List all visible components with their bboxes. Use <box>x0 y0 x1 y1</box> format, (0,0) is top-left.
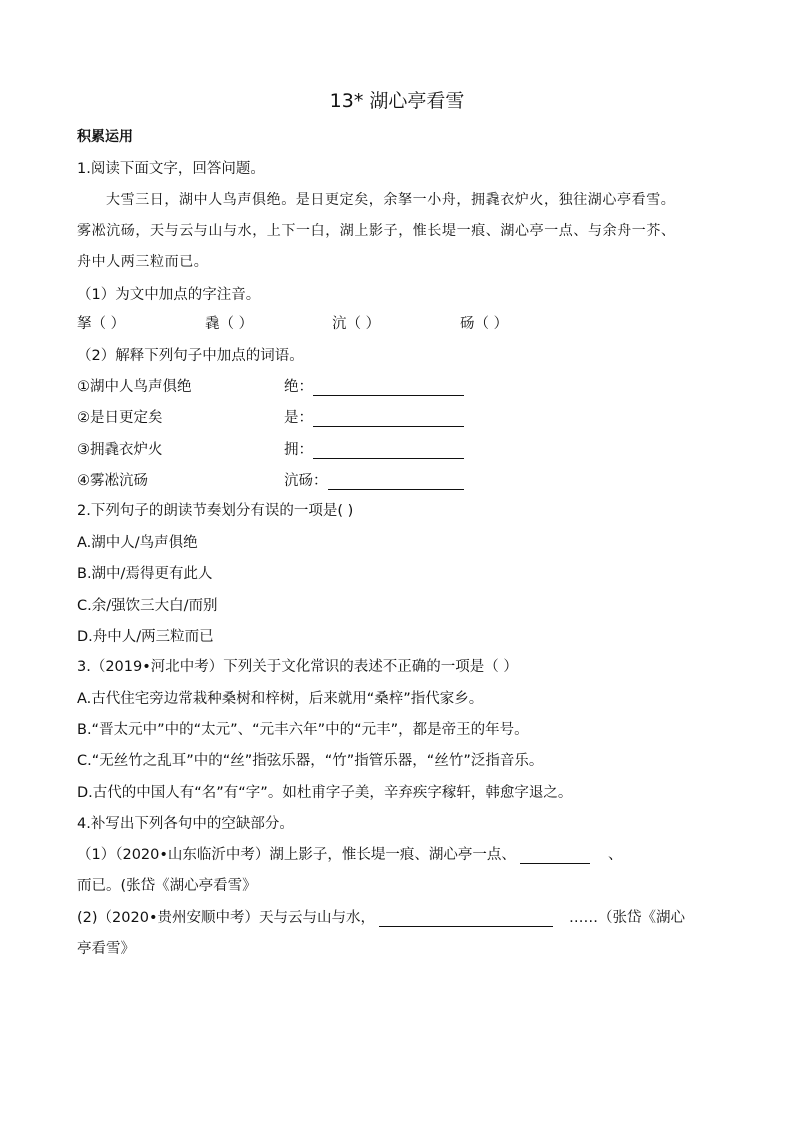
fill-blank[interactable] <box>520 847 590 864</box>
q4-item-1-prefix: （1）（2020•山东临沂中考）湖上影子，惟长堤一痕、湖心亭一点、 <box>77 847 516 863</box>
page-title: 13* 湖心亭看雪 <box>329 90 465 112</box>
explain-word-2-label: 是： <box>284 410 313 426</box>
pinyin-item-4: 砀（ ） <box>460 316 509 332</box>
q3-stem: 3.（2019•河北中考）下列关于文化常识的表述不正确的一项是（ ） <box>77 659 518 675</box>
q2-option-d[interactable]: D.舟中人/两三粒而已 <box>77 629 214 645</box>
q4-item-2 <box>77 906 685 927</box>
q3-option-a[interactable]: A.古代住宅旁边常栽种桑树和梓树，后来就用“桑梓”指代家乡。 <box>77 691 484 707</box>
answer-blank[interactable] <box>328 473 464 490</box>
q4-item-1 <box>77 843 622 864</box>
passage-line-2: 雾凇沆砀，天与云与山与水，上下一白，湖上影子，惟长堤一痕、湖心亭一点、与余舟一芥、 <box>77 223 676 239</box>
explain-word-4-label: 沆砀： <box>284 473 328 489</box>
explain-sentence-3: ③拥毳衣炉火 <box>77 442 163 458</box>
pinyin-item-2: 毳（ ） <box>205 316 254 332</box>
answer-blank[interactable] <box>313 410 464 427</box>
q4-item-1-line2: 而已。(张岱《湖心亭看雪》 <box>77 878 257 894</box>
explain-sentence-2: ②是日更定矣 <box>77 410 163 426</box>
q3-option-c[interactable]: C.“无丝竹之乱耳”中的“丝”指弦乐器，“竹”指管乐器，“丝竹”泛指音乐。 <box>77 753 544 769</box>
explain-word-1 <box>284 375 464 396</box>
q2-option-a[interactable]: A.湖中人/鸟声俱绝 <box>77 535 198 551</box>
pinyin-item-3: 沆（ ） <box>332 316 381 332</box>
explain-word-4 <box>284 469 464 490</box>
passage-line-3: 舟中人两三粒而已。 <box>77 254 209 270</box>
explain-word-3-label: 拥： <box>284 442 313 458</box>
section-heading: 积累运用 <box>77 129 133 145</box>
explain-word-1-label: 绝： <box>284 379 313 395</box>
q4-item-1-suffix: 、 <box>607 847 623 863</box>
q4-item-2-suffix: ……（张岱《湖心 <box>569 910 685 926</box>
explain-word-2 <box>284 406 464 427</box>
q2-option-b[interactable]: B.湖中/焉得更有此人 <box>77 566 213 582</box>
pinyin-item-1: 拏（ ） <box>77 316 126 332</box>
q2-stem: 2.下列句子的朗读节奏划分有误的一项是( ) <box>77 503 354 519</box>
explain-word-3 <box>284 438 464 459</box>
q3-option-b[interactable]: B.“晋太元中”中的“太元”、“元丰六年”中的“元丰”，都是帝王的年号。 <box>77 722 529 738</box>
q4-item-2-line2: 亭看雪》 <box>77 941 135 957</box>
explain-sentence-4: ④雾凇沆砀 <box>77 473 148 489</box>
answer-blank[interactable] <box>313 379 464 396</box>
q1-sub2: （2）解释下列句子中加点的词语。 <box>77 348 304 364</box>
explain-sentence-1: ①湖中人鸟声俱绝 <box>77 379 192 395</box>
q2-option-c[interactable]: C.余/强饮三大白/而别 <box>77 598 218 614</box>
q3-option-d[interactable]: D.古代的中国人有“名”有“字”。如杜甫字子美，辛弃疾字稼轩，韩愈字退之。 <box>77 785 573 801</box>
q4-item-2-prefix: (2)（2020•贵州安顺中考）天与云与山与水， <box>77 910 375 926</box>
answer-blank[interactable] <box>313 442 464 459</box>
fill-blank[interactable] <box>379 910 553 927</box>
q1-stem: 1.阅读下面文字，回答问题。 <box>77 161 265 177</box>
q4-stem: 4.补写出下列各句中的空缺部分。 <box>77 816 294 832</box>
passage-line-1: 大雪三日，湖中人鸟声俱绝。是日更定矣，余拏一小舟，拥毳衣炉火，独往湖心亭看雪。 <box>106 192 676 208</box>
q1-sub1: （1）为文中加点的字注音。 <box>77 287 261 303</box>
